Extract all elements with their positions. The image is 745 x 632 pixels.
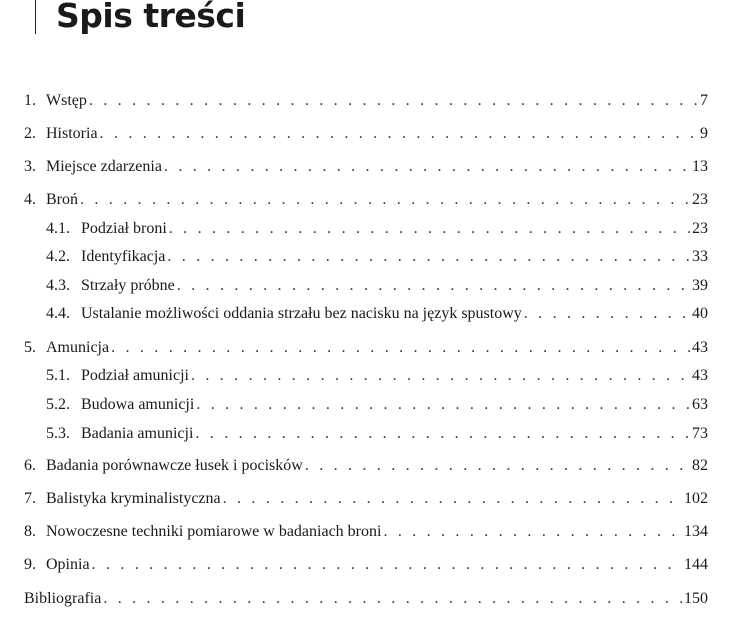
dot-leader <box>177 275 690 297</box>
toc-number: 9. <box>24 556 36 573</box>
toc-label: Identyfikacja <box>81 248 166 265</box>
toc-label: Podział broni <box>81 220 167 237</box>
toc-number: 5. <box>24 339 36 356</box>
toc-page-number: 134 <box>684 523 708 540</box>
toc-page-number: 43 <box>692 367 708 384</box>
dot-leader <box>80 189 690 211</box>
dot-leader <box>195 423 690 445</box>
toc-page-number: 43 <box>692 339 708 356</box>
toc-entry-historia[interactable] <box>24 123 708 145</box>
toc-page-number: 13 <box>692 158 708 175</box>
toc-page-number: 63 <box>692 396 708 413</box>
toc-number: 3. <box>24 158 36 175</box>
toc-number: 4.4. <box>46 305 70 322</box>
dot-leader <box>169 218 690 240</box>
toc-entry-badania-porownawcze[interactable] <box>24 455 708 477</box>
toc-label: Podział amunicji <box>81 367 189 384</box>
toc-entry-amunicja[interactable] <box>24 337 708 359</box>
toc-label: Strzały próbne <box>81 277 175 294</box>
dot-leader <box>100 123 698 145</box>
toc-entry-bibliografia[interactable] <box>24 588 708 610</box>
toc-page-number: 144 <box>684 556 708 573</box>
dot-leader <box>196 394 690 416</box>
toc-entry-opinia[interactable] <box>24 554 708 576</box>
toc-entry-identyfikacja[interactable] <box>46 246 708 268</box>
toc-number: 7. <box>24 490 36 507</box>
toc-number: 8. <box>24 523 36 540</box>
toc-number: 4.1. <box>46 220 70 237</box>
toc-number: 6. <box>24 457 36 474</box>
toc-entry-strzaly-probne[interactable] <box>46 275 708 297</box>
toc-number: 5.2. <box>46 396 70 413</box>
toc-number: 4.2. <box>46 248 70 265</box>
toc-entry-ustalanie-mozliwosci[interactable] <box>46 303 708 325</box>
dot-leader <box>191 365 690 387</box>
toc-entry-podzial-amunicji[interactable] <box>46 365 708 387</box>
toc-page-number: 82 <box>692 457 708 474</box>
toc-entry-badania-amunicji[interactable] <box>46 423 708 445</box>
toc-entry-balistyka[interactable] <box>24 488 708 510</box>
toc-label: Badania amunicji <box>81 425 194 442</box>
toc-entry-podzial-broni[interactable] <box>46 218 708 240</box>
dot-leader <box>223 488 682 510</box>
title-rule <box>35 0 36 34</box>
dot-leader <box>92 554 682 576</box>
toc-page-number: 102 <box>684 490 708 507</box>
toc-label: Ustalanie możliwości oddania strzału bez nacisku na język spustowy <box>81 305 522 322</box>
page-title: Spis treści <box>56 0 246 35</box>
toc-entry-budowa-amunicji[interactable] <box>46 394 708 416</box>
toc-label: Balistyka kryminalistyczna <box>46 490 221 507</box>
toc-label: Broń <box>46 191 78 208</box>
toc-label: Wstęp <box>46 92 87 109</box>
toc-label: Badania porównawcze łusek i pocisków <box>46 457 303 474</box>
toc-entry-bron[interactable] <box>24 189 708 211</box>
toc-label: Bibliografia <box>24 590 102 607</box>
toc-label: Amunicja <box>46 339 110 356</box>
toc-label: Miejsce zdarzenia <box>46 158 162 175</box>
toc-entry-wstep[interactable] <box>24 90 708 112</box>
dot-leader <box>524 303 690 325</box>
dot-leader <box>305 455 690 477</box>
toc-number: 2. <box>24 125 36 142</box>
dot-leader <box>111 337 690 359</box>
dot-leader <box>383 521 682 543</box>
toc-label: Opinia <box>46 556 90 573</box>
toc-page-number: 23 <box>692 220 708 237</box>
dot-leader <box>103 588 682 610</box>
toc-page-number: 9 <box>700 125 708 142</box>
toc-number: 4.3. <box>46 277 70 294</box>
toc-page-number: 39 <box>692 277 708 294</box>
toc-number: 1. <box>24 92 36 109</box>
toc-label: Nowoczesne techniki pomiarowe w badaniach broni <box>46 523 382 540</box>
dot-leader <box>89 90 698 112</box>
toc-entry-nowoczesne-techniki[interactable] <box>24 521 708 543</box>
toc-entry-miejsce-zdarzenia[interactable] <box>24 156 708 178</box>
dot-leader <box>167 246 690 268</box>
toc-label: Historia <box>46 125 98 142</box>
toc-number: 5.1. <box>46 367 70 384</box>
toc-page-number: 33 <box>692 248 708 265</box>
toc-page-number: 40 <box>692 305 708 322</box>
toc-number: 4. <box>24 191 36 208</box>
toc-page-number: 23 <box>692 191 708 208</box>
toc-number: 5.3. <box>46 425 70 442</box>
toc-page-number: 7 <box>700 92 708 109</box>
toc-page-number: 150 <box>684 590 708 607</box>
dot-leader <box>164 156 690 178</box>
toc-label: Budowa amunicji <box>81 396 195 413</box>
toc-page-number: 73 <box>692 425 708 442</box>
